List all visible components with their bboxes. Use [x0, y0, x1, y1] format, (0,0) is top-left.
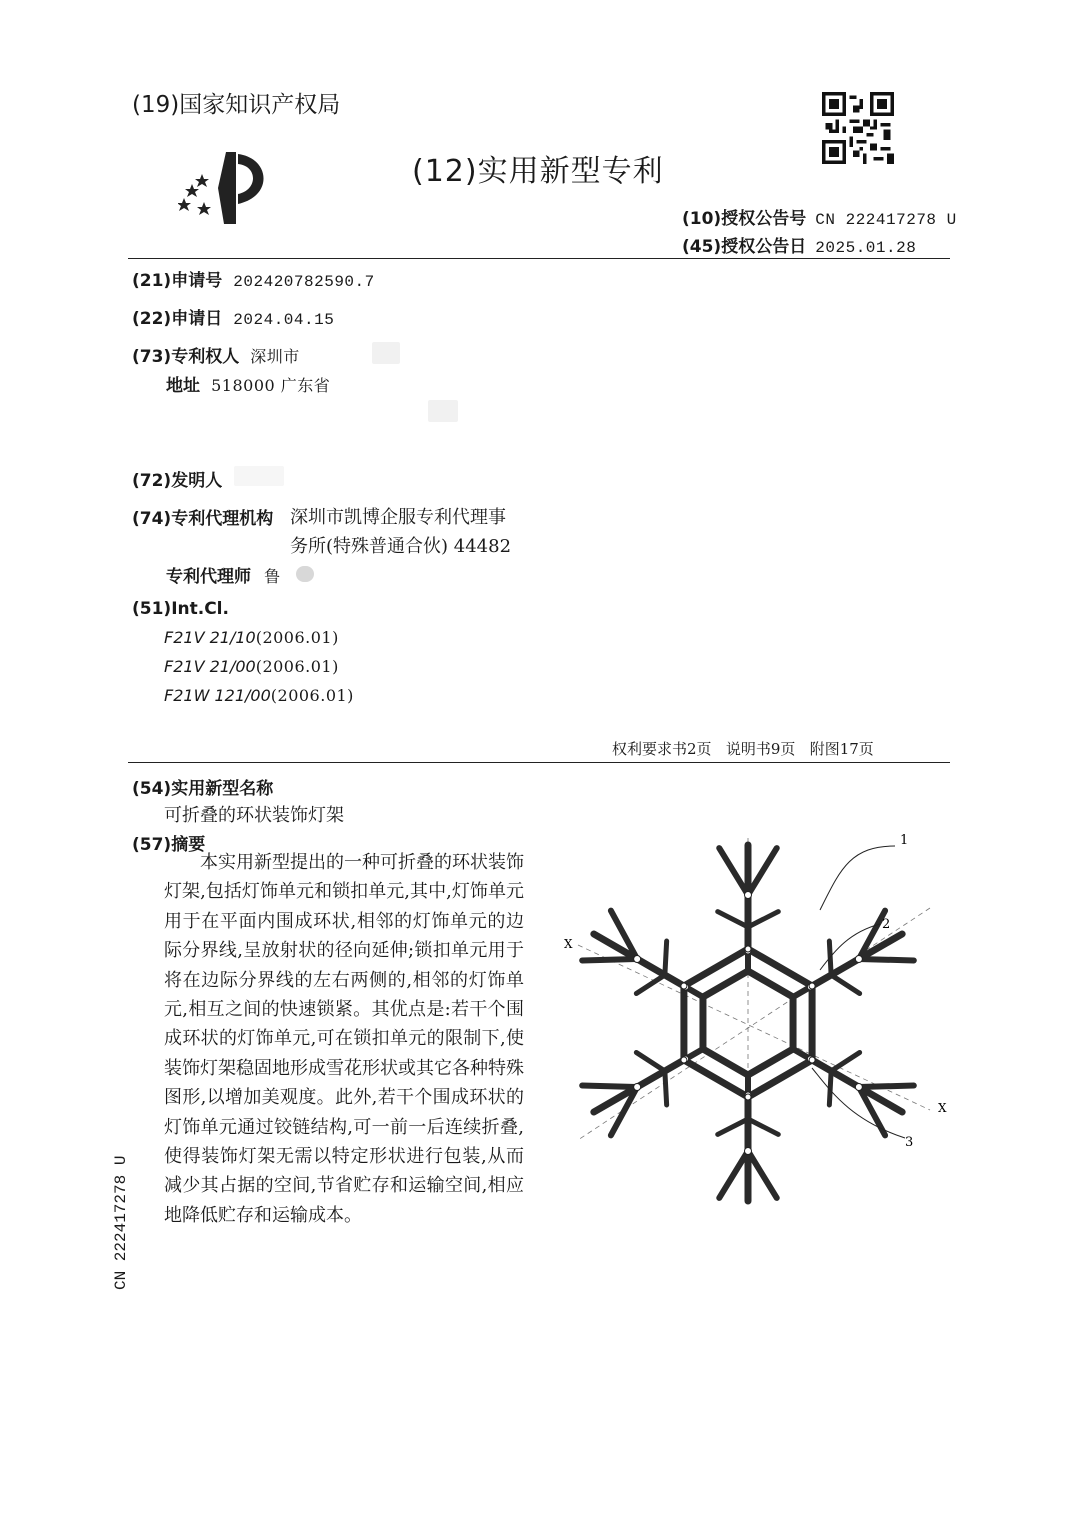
frame-bar [582, 959, 637, 960]
agent-value: 鲁 [264, 567, 281, 586]
patent-type: (12)实用新型专利 [412, 154, 664, 189]
frame-bar [719, 848, 748, 895]
ipc-code: F21V 21/00 [164, 657, 256, 676]
frame-bar [831, 975, 860, 994]
joint-node [634, 956, 641, 963]
ipc-code: F21W 121/00 [164, 686, 271, 705]
ipc-year: (2006.01) [270, 686, 354, 705]
axis-label: X [564, 937, 573, 951]
redaction-mark [234, 466, 284, 486]
patentee-value: 深圳市 [250, 347, 300, 366]
application-date-label: (22)申请日 [132, 309, 223, 329]
address-value: 518000 广东省 [211, 376, 331, 395]
section-divider [128, 762, 950, 763]
application-number-label: (21)申请号 [132, 271, 223, 291]
inventor-label: (72)发明人 [132, 471, 223, 491]
publication-number-label: (10)授权公告号 [682, 209, 807, 229]
redaction-mark [428, 400, 458, 422]
agent-label: 专利代理师 [166, 567, 251, 587]
ipc-code: F21V 21/10 [164, 628, 256, 647]
application-number-value: 202420782590.7 [233, 273, 375, 291]
patentee-label: (73)专利权人 [132, 347, 240, 367]
office-name: (19)国家知识产权局 [132, 92, 341, 118]
frame-bar [748, 912, 778, 927]
joint-node [809, 1057, 815, 1063]
ipc-label: (51)Int.Cl. [132, 599, 229, 619]
page-counts: 权利要求书2页 说明书9页 附图17页 [612, 740, 874, 758]
joint-node [745, 1094, 751, 1100]
figure-label: 2 [882, 917, 891, 932]
frame-bar [748, 1151, 777, 1198]
ipc-year: (2006.01) [255, 657, 339, 676]
frame-bar [719, 1151, 748, 1198]
frame-bar [636, 1052, 665, 1071]
frame-bar [829, 1071, 831, 1105]
joint-node [634, 1084, 641, 1091]
frame-bar [748, 1119, 778, 1134]
joint-node [745, 892, 752, 899]
joint-node [855, 1084, 862, 1091]
application-date-value: 2024.04.15 [233, 311, 335, 329]
frame-bar [748, 848, 777, 895]
publication-number-value: CN 222417278 U [815, 211, 957, 229]
utility-model-name-label: (54)实用新型名称 [132, 779, 274, 799]
axis-lines [578, 838, 930, 1205]
frame-bar [636, 975, 665, 994]
abstract-label: (57)摘要 [132, 835, 206, 855]
joint-node [681, 1057, 687, 1063]
ipc-year: (2006.01) [255, 628, 339, 647]
address-label: 地址 [166, 376, 200, 396]
joint-node [745, 946, 751, 952]
joint-node [745, 1148, 752, 1155]
abstract-text: 本实用新型提出的一种可折叠的环状装饰灯架,包括灯饰单元和锁扣单元,其中,灯饰单元用于在平面内围成环状,相邻的灯饰单元的边际分界线,呈放射状的径向延伸;锁扣单元用于将在边际分界线的左右两侧的,相邻的灯饰单元,相互之间的快速锁紧。其优点是:若干个围成环状的灯饰单元,可在锁扣单元的限制下,使装饰灯架稳固地形成雪花形状或其它各种特殊图形,以增加美观度。此外,若干个围成环状的灯饰单元通过铰链结构,可一前一后连续折叠,使得装饰灯架无需以特定形状进行包装,从而减少其占据的空间,节省贮存和运输空间,相应地降低贮存和运输成本。 [164, 852, 524, 1226]
redaction-mark [296, 566, 314, 582]
frame-bar [582, 1086, 637, 1087]
frame-bar [718, 912, 748, 927]
frame-bar [665, 1071, 667, 1105]
joint-node [809, 983, 815, 989]
frame-bar [665, 941, 667, 975]
publication-date-value: 2025.01.28 [815, 239, 917, 257]
publication-date-label: (45)授权公告日 [682, 237, 807, 257]
utility-model-title: 可折叠的环状装饰灯架 [164, 805, 344, 826]
snowflake-frame-figure [550, 820, 950, 1220]
header-divider [128, 258, 950, 259]
agency-line-2: 务所(特殊普通合伙) 44482 [290, 536, 512, 557]
redaction-mark [372, 342, 400, 364]
joint-node [855, 956, 862, 963]
cnipa-logo-icon [178, 148, 278, 228]
joint-node [681, 983, 687, 989]
qr-code-icon [822, 92, 894, 164]
frame-bar [859, 1086, 914, 1087]
frame-bar [831, 1052, 860, 1071]
figure-label: 3 [905, 1135, 914, 1150]
figure-label: 1 [900, 833, 909, 848]
axis-label: X [938, 1101, 947, 1115]
frame-bar [859, 959, 914, 960]
agency-line-1: 深圳市凯博企服专利代理事 [290, 507, 506, 528]
frame-bar [718, 1119, 748, 1134]
side-publication-number: CN 222417278 U [112, 1155, 130, 1290]
agency-label: (74)专利代理机构 [132, 509, 274, 529]
